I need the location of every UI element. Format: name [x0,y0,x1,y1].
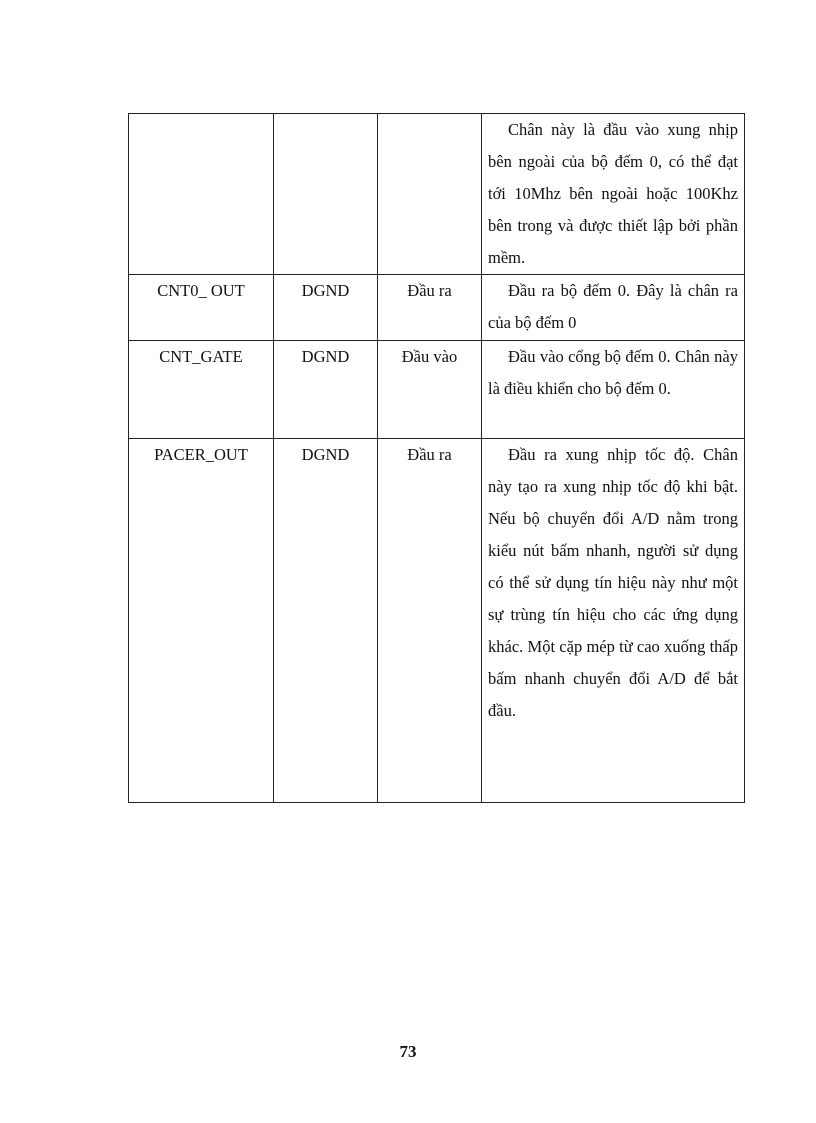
page-number: 73 [399,1042,417,1061]
description-cell [482,275,745,341]
description-cell [482,439,745,803]
signal-type-cell: Đầu vào [378,341,482,439]
signal-type-cell: Đầu ra [378,275,482,341]
table-row [129,439,745,803]
pin-name-cell: PACER_OUT [129,439,274,803]
signal-type-cell: Đầu ra [378,439,482,803]
table-row [129,341,745,439]
description-text: Đầu ra xung nhịp tốc độ. Chân này tạo ra xung nhịp tốc độ khi bật. Nếu bộ chuyển đổi A/D nằm trong kiểu nút bấm nhanh, người sử dụng có thể sử dụng tín hiệu này như một sự trùng tín hiệu cho các ứng dụng khác. Một cặp mép từ cao xuống thấp bấm nhanh chuyển đổi A/D để bắt đầu. [488,445,738,720]
table-row [129,275,745,341]
pin-name-cell: CNT0_ OUT [129,275,274,341]
ground-cell [274,114,378,275]
description-text: Đầu ra bộ đếm 0. Đây là chân ra của bộ đếm 0 [488,281,738,332]
pin-description-table [128,113,745,803]
ground-cell: DGND [274,439,378,803]
ground-cell: DGND [274,341,378,439]
pin-name-cell: CNT_GATE [129,341,274,439]
pin-name-cell [129,114,274,275]
table-row [129,114,745,275]
signal-type-cell [378,114,482,275]
description-cell [482,341,745,439]
description-cell [482,114,745,275]
ground-cell: DGND [274,275,378,341]
description-text: Chân này là đầu vào xung nhịp bên ngoài của bộ đếm 0, có thể đạt tới 10Mhz bên ngoài hoặc 100Khz bên trong và được thiết lập bởi phần mềm. [488,120,738,267]
description-text: Đầu vào cổng bộ đếm 0. Chân này là điều khiển cho bộ đếm 0. [488,347,738,398]
